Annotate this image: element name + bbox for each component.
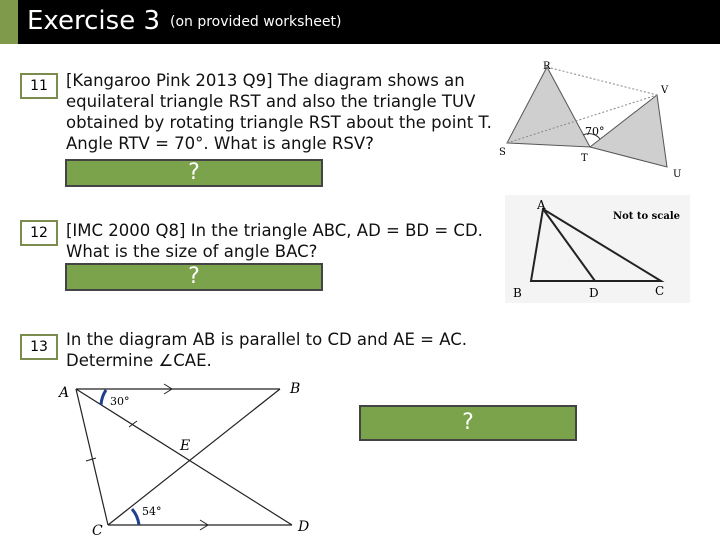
question-13-line-1: In the diagram AB is parallel to CD and AE = AC. (66, 330, 468, 349)
line-ad (76, 389, 292, 525)
label-e: E (180, 438, 191, 454)
accent-strip (0, 0, 18, 44)
question-11-text (66, 70, 492, 154)
label-a: A (537, 198, 546, 212)
angle-label-30: 30° (110, 395, 130, 408)
label-a: A (59, 385, 70, 401)
diagram-12 (505, 195, 690, 303)
tick-mark-ac (86, 458, 96, 461)
not-to-scale-note: Not to scale (613, 211, 681, 222)
question-13-text (66, 329, 467, 371)
question-13-answer-button[interactable]: ? (359, 405, 577, 441)
question-12-answer-button[interactable]: ? (65, 263, 323, 291)
question-12-line-2: What is the size of angle BAC? (66, 242, 318, 261)
label-b: B (513, 286, 522, 300)
question-11-line-4: Angle RTV = 70°. What is angle RSV? (66, 134, 374, 153)
label-u: U (673, 169, 682, 180)
question-13-number: 13 (20, 334, 58, 360)
triangle-rst (507, 67, 590, 147)
page-title: Exercise 3 (27, 6, 160, 36)
question-11-line-2: equilateral triangle RST and also the triangle TUV (66, 92, 476, 111)
question-12-line-1: [IMC 2000 Q8] In the triangle ABC, AD = BD = CD. (66, 221, 483, 240)
label-s: S (499, 147, 506, 158)
angle-arc-a (101, 390, 106, 405)
angle-arc-c (132, 509, 139, 525)
question-11-line-3: obtained by rotating triangle RST about the point T. (66, 113, 492, 132)
label-d: D (589, 286, 599, 300)
line-cb (108, 389, 280, 525)
question-12-number: 12 (20, 220, 58, 246)
label-b: B (290, 381, 301, 397)
label-c: C (92, 523, 103, 537)
angle-label-54: 54° (142, 505, 162, 518)
label-r: R (543, 61, 551, 72)
diagram-11 (495, 55, 695, 185)
label-t: T (581, 153, 588, 164)
question-11-answer-button[interactable]: ? (65, 159, 323, 187)
title-bar (0, 0, 720, 44)
question-11-line-1: [Kangaroo Pink 2013 Q9] The diagram shows an (66, 71, 465, 90)
question-12-text (66, 220, 483, 262)
page-subtitle: (on provided worksheet) (170, 14, 342, 30)
segment-rv (547, 67, 657, 95)
label-c: C (655, 284, 665, 298)
angle-label-70: 70° (585, 125, 605, 138)
line-ac (76, 389, 108, 525)
label-d: D (298, 519, 310, 535)
diagram-13 (52, 375, 322, 537)
question-13-line-2: Determine ∠CAE. (66, 351, 212, 370)
label-v: V (661, 85, 669, 96)
question-11-number: 11 (20, 73, 58, 99)
